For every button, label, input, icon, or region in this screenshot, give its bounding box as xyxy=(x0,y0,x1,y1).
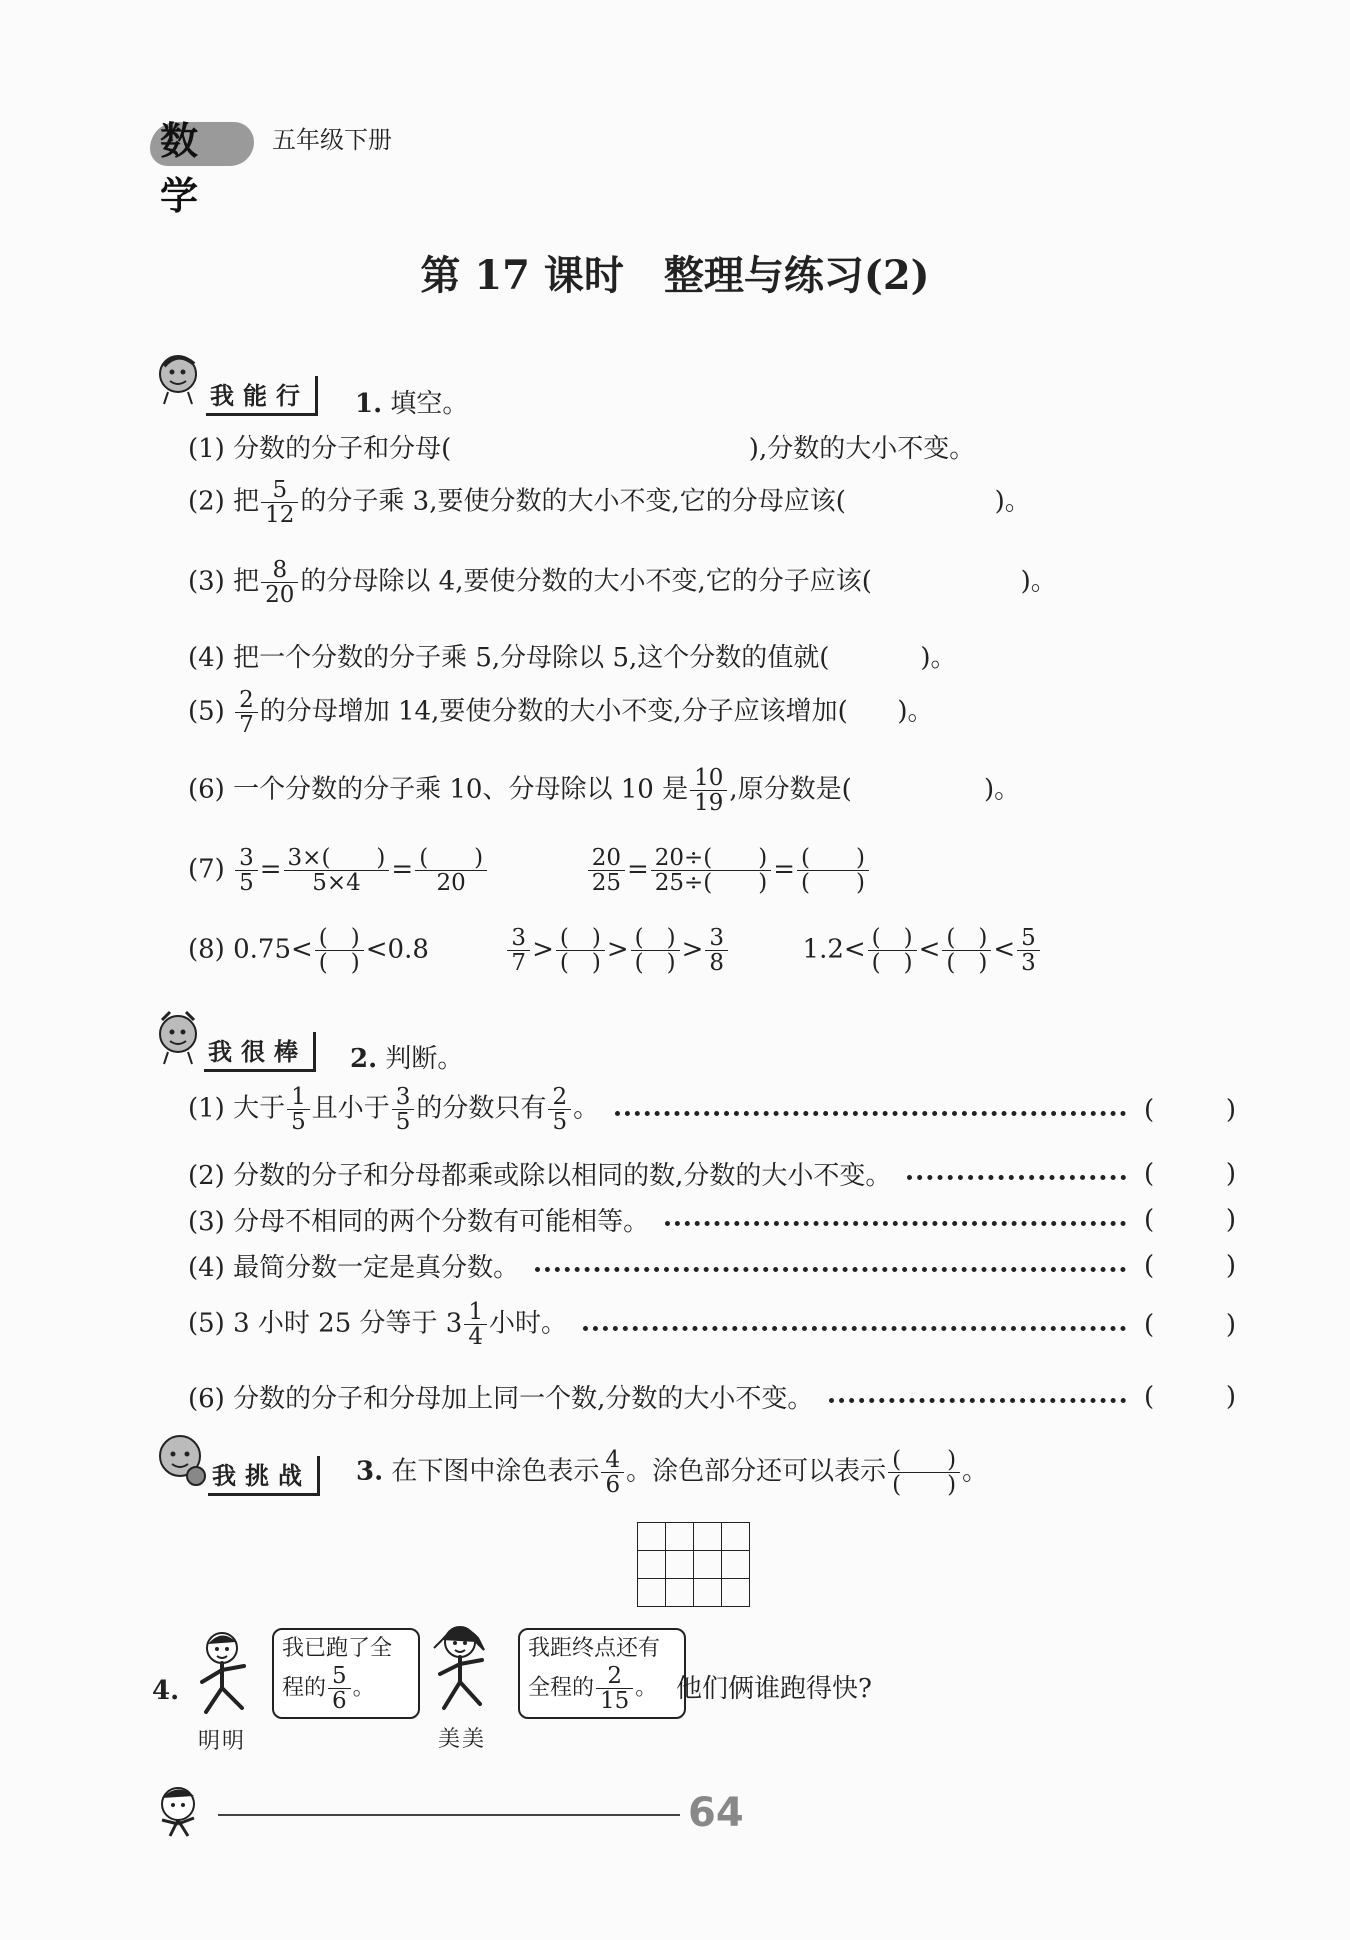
grid-cell[interactable] xyxy=(638,1523,666,1551)
answer-blank[interactable] xyxy=(848,697,898,727)
question-4-number: 4. xyxy=(152,1676,180,1706)
fraction: $\frac{2}{5}$ xyxy=(548,1085,571,1134)
footer-mascot-icon xyxy=(150,1780,210,1847)
grid-row xyxy=(638,1551,750,1579)
fill-item-4: (4) 把一个分数的分子乘 5,分母除以 5,这个分数的值就( )。 xyxy=(188,643,957,673)
name-meimei: 美美 xyxy=(438,1727,487,1752)
fraction: $\frac{10}{19}$ xyxy=(690,766,727,815)
fraction: $\frac{4}{6}$ xyxy=(601,1448,624,1497)
leader-dots xyxy=(665,1221,1126,1226)
fraction: $\frac{3}{5}$ xyxy=(235,846,258,895)
boy-runner-icon xyxy=(182,1628,266,1727)
shading-grid[interactable] xyxy=(637,1522,750,1607)
grid-table[interactable] xyxy=(637,1522,750,1607)
fraction[interactable]: $\frac{( )}{( )}$ xyxy=(631,926,680,975)
fraction[interactable]: $\frac{( )}{( )}$ xyxy=(868,926,917,975)
judge-answer-box[interactable]: ( ) xyxy=(1144,1381,1236,1412)
question-4-text: 他们俩谁跑得快? xyxy=(676,1674,872,1704)
question-3-number: 3. xyxy=(356,1456,384,1487)
grid-cell[interactable] xyxy=(694,1579,722,1607)
grid-cell[interactable] xyxy=(722,1551,750,1579)
judge-item-1: (1) 大于 $\frac{1}{5}$ 且小于 $\frac{3}{5}$ 的分数只有 $\frac{2}{5}$ 。 ( ) xyxy=(188,1084,1236,1136)
answer-blank[interactable] xyxy=(846,487,995,517)
fraction[interactable]: $\frac{( )}{( )}$ xyxy=(315,926,364,975)
grid-cell[interactable] xyxy=(638,1551,666,1579)
fill-item-8: (8) 0.75< $\frac{( )}{( )}$ <0.8 $\frac{3}{7}$ > $\frac{( )}{( )}$ > $\frac{( )}{( )}$ > $\frac{3}{8}$ 1.2< $\frac{( )}{( )}$ < $\frac{( )}{( )}$ < $\frac{5}{3}$ xyxy=(188,926,1042,975)
fill-item-2: (2) 把 $\frac{5}{12}$ 的分子乘 3,要使分数的大小不变,它的分母应该( )。 xyxy=(188,477,1031,529)
girl-runner-icon xyxy=(418,1620,502,1723)
grid-cell[interactable] xyxy=(722,1579,750,1607)
grid-cell[interactable] xyxy=(666,1579,694,1607)
page-number: 64 xyxy=(688,1790,744,1836)
mascot-icon xyxy=(150,1430,210,1497)
fraction: $\frac{3}{8}$ xyxy=(705,926,728,975)
fraction: $\frac{5}{6}$ xyxy=(328,1664,351,1713)
leader-dots xyxy=(615,1111,1126,1116)
fraction: $\frac{5}{12}$ xyxy=(261,478,298,527)
fraction: $\frac{1}{4}$ xyxy=(464,1300,487,1349)
name-mingming: 明明 xyxy=(198,1729,247,1754)
judge-item-2: (2) 分数的分子和分母都乘或除以相同的数,分数的大小不变。 ( ) xyxy=(188,1158,1236,1191)
judge-answer-box[interactable]: ( ) xyxy=(1144,1094,1236,1125)
grade-label: 五年级下册 xyxy=(272,126,392,154)
judge-answer-box[interactable]: ( ) xyxy=(1144,1158,1236,1189)
mascot-icon xyxy=(150,1010,206,1073)
grid-cell[interactable] xyxy=(694,1523,722,1551)
fraction[interactable]: $\frac{3\times( )}{5\times 4}$ xyxy=(284,846,390,895)
question-2-number: 2. xyxy=(350,1044,378,1074)
fraction: $\frac{2}{7}$ xyxy=(235,688,258,737)
question-1-heading xyxy=(355,383,468,420)
speech-bubble-mingming: 我已跑了全 程的 $\frac{5}{6}$ 。 xyxy=(272,1628,420,1719)
fraction: $\frac{3}{7}$ xyxy=(507,926,530,975)
fill-item-6: (6) 一个分数的分子乘 10、分母除以 10 是 $\frac{10}{19}$ ,原分数是( )。 xyxy=(188,765,1021,817)
footer-rule xyxy=(218,1814,680,1816)
question-3-heading: 3. 在下图中涂色表示 $\frac{4}{6}$ 。涂色部分还可以表示 $\frac{( )}{( )}$ 。 xyxy=(356,1447,989,1499)
judge-answer-box[interactable]: ( ) xyxy=(1144,1204,1236,1235)
fill-item-7: (7) $\frac{3}{5}$ = $\frac{3\times( )}{5\times 4}$ = $\frac{( )}{20}$ $\frac{20}{25}$ = $\frac{20\div( )}{25\div( )}$ = $\frac{( )}{( )}$ xyxy=(188,846,871,895)
fill-item-1: (1) 分数的分子和分母( ),分数的大小不变。 xyxy=(188,434,976,464)
judge-answer-box[interactable]: ( ) xyxy=(1144,1309,1236,1340)
answer-blank[interactable] xyxy=(872,567,1021,597)
leader-dots xyxy=(829,1398,1126,1403)
fraction[interactable]: $\frac{20\div( )}{25\div( )}$ xyxy=(651,846,771,895)
fraction: $\frac{20}{25}$ xyxy=(588,846,625,895)
question-2-heading xyxy=(350,1038,463,1075)
fraction: $\frac{3}{5}$ xyxy=(392,1085,415,1134)
subject-label: 数学 xyxy=(160,119,203,218)
fraction: $\frac{8}{20}$ xyxy=(261,558,298,607)
grid-cell[interactable] xyxy=(666,1523,694,1551)
fill-item-5: (5) $\frac{2}{7}$ 的分母增加 14,要使分数的大小不变,分子应该增加( )。 xyxy=(188,687,934,739)
question-2-title: 判断。 xyxy=(385,1044,464,1074)
answer-blank[interactable] xyxy=(852,775,984,805)
grid-cell[interactable] xyxy=(666,1551,694,1579)
leader-dots xyxy=(583,1326,1126,1331)
fraction[interactable]: $\frac{( )}{( )}$ xyxy=(942,926,991,975)
question-1-number: 1. xyxy=(355,389,383,419)
judge-item-3: (3) 分母不相同的两个分数有可能相等。 ( ) xyxy=(188,1204,1236,1237)
judge-item-5: (5) 3 小时 25 分等于 3 $\frac{1}{4}$ 小时。 ( ) xyxy=(188,1299,1236,1351)
mascot-icon xyxy=(150,350,206,413)
section-badge-1: 我能行 xyxy=(206,376,318,416)
grid-cell[interactable] xyxy=(694,1551,722,1579)
section-badge-2: 我很棒 xyxy=(204,1032,316,1072)
leader-dots xyxy=(535,1267,1126,1272)
grid-cell[interactable] xyxy=(722,1523,750,1551)
fraction: $\frac{5}{3}$ xyxy=(1017,926,1040,975)
fraction[interactable]: $\frac{( )}{( )}$ xyxy=(888,1448,960,1497)
fraction: $\frac{1}{5}$ xyxy=(287,1085,310,1134)
section-badge-3: 我挑战 xyxy=(208,1456,320,1496)
speech-bubble-meimei: 我距终点还有 全程的 $\frac{2}{15}$ 。 xyxy=(518,1628,686,1719)
fraction: $\frac{2}{15}$ xyxy=(596,1664,633,1713)
fraction[interactable]: $\frac{( )}{( )}$ xyxy=(556,926,605,975)
fraction[interactable]: $\frac{( )}{20}$ xyxy=(415,846,487,895)
page-title: 第 17 课时 整理与练习(2) xyxy=(420,252,930,299)
grid-row xyxy=(638,1523,750,1551)
fill-item-3: (3) 把 $\frac{8}{20}$ 的分母除以 4,要使分数的大小不变,它的分子应该( )。 xyxy=(188,557,1057,609)
leader-dots xyxy=(907,1175,1126,1180)
judge-item-6: (6) 分数的分子和分母加上同一个数,分数的大小不变。 ( ) xyxy=(188,1381,1236,1414)
grid-row xyxy=(638,1579,750,1607)
judge-item-4: (4) 最简分数一定是真分数。 ( ) xyxy=(188,1250,1236,1283)
fraction[interactable]: $\frac{( )}{( )}$ xyxy=(797,846,869,895)
grid-cell[interactable] xyxy=(638,1579,666,1607)
question-1-title: 填空。 xyxy=(390,389,469,419)
answer-blank[interactable] xyxy=(829,643,920,673)
answer-blank[interactable] xyxy=(451,434,749,464)
judge-answer-box[interactable]: ( ) xyxy=(1144,1250,1236,1281)
